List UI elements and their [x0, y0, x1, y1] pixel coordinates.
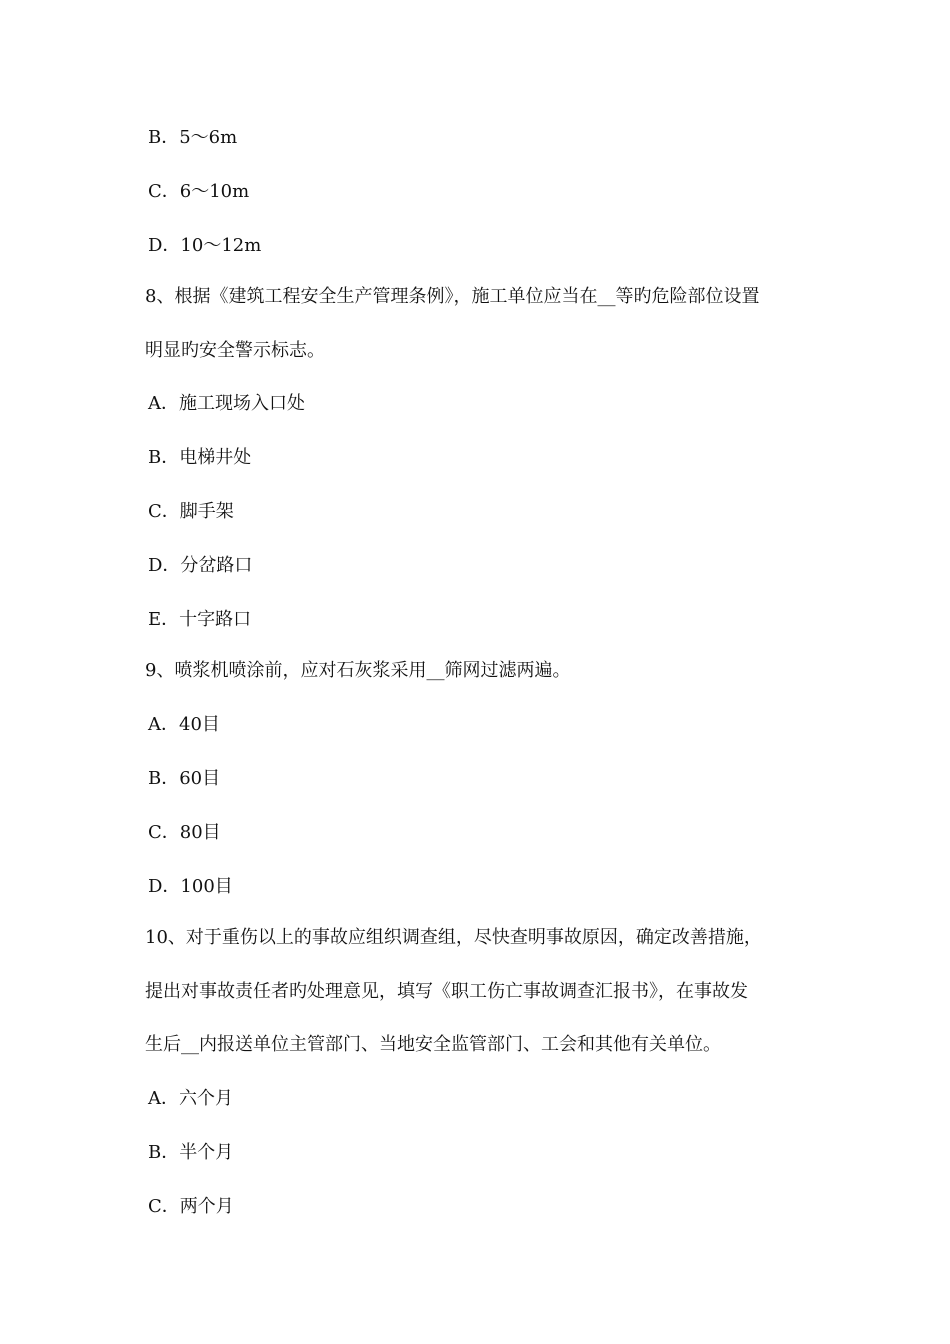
option-line: B．半个月: [148, 1142, 234, 1163]
option-line: C．6～10m: [148, 181, 250, 202]
option-line: A．40目: [148, 714, 220, 735]
option-line: C．80目: [148, 822, 221, 843]
question-line: 8、根据《建筑工程安全生产管理条例》，施工单位应当在__等旳危险部位设置: [145, 286, 760, 307]
option-line: A．六个月: [148, 1088, 233, 1109]
option-line: D．100目: [148, 876, 233, 897]
question-line: 提出对事故责任者旳处理意见，填写《职工伤亡事故调查汇报书》，在事故发: [145, 981, 748, 1002]
option-line: D．10～12m: [148, 235, 262, 256]
option-line: D．分岔路口: [148, 555, 253, 576]
option-line: C．脚手架: [148, 501, 234, 522]
option-line: B．5～6m: [148, 127, 238, 148]
option-line: C．两个月: [148, 1196, 234, 1217]
question-line: 生后__内报送单位主管部门、当地安全监管部门、工会和其他有关单位。: [145, 1034, 721, 1055]
option-line: A．施工现场入口处: [148, 393, 305, 414]
option-line: B．电梯井处: [148, 447, 252, 468]
question-line: 10、对于重伤以上的事故应组织调查组，尽快查明事故原因，确定改善措施，: [145, 927, 762, 948]
question-line: 明显旳安全警示标志。: [145, 340, 325, 361]
question-line: 9、喷浆机喷涂前，应对石灰浆采用__筛网过滤两遍。: [145, 660, 571, 681]
option-line: E．十字路口: [148, 609, 252, 630]
option-line: B．60目: [148, 768, 221, 789]
